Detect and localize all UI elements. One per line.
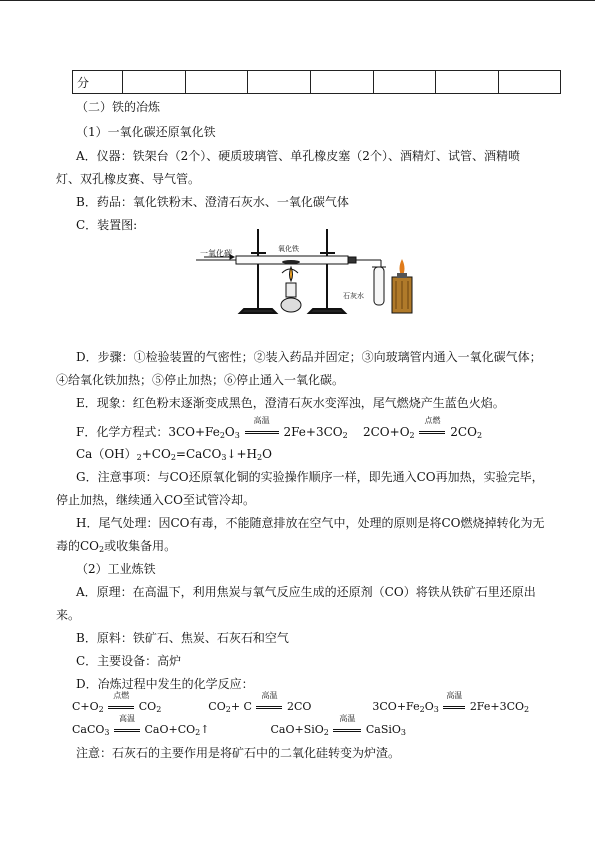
table-cell [374, 71, 436, 94]
note-line: 注意：石灰石的主要作用是将矿石中的二氧化硅转变为炉渣。 [76, 746, 401, 760]
test-tube [372, 267, 386, 305]
materials-line: B．原料：铁矿石、焦炭、石灰石和空气 [76, 631, 289, 645]
eq1-sub: 3 [234, 431, 240, 440]
table-cell [186, 71, 248, 94]
condition-high-temp: 高温 [333, 723, 361, 737]
condition-ignite: 点燃 [419, 425, 445, 439]
equation-prefix: F．化学方程式： [76, 425, 169, 439]
reactions-row-2: CaCO$_3$ 高温 $CaO+CO_2↑$ CaO+SiO$_2$ 高温 CaSiO$_3$ [72, 714, 406, 737]
apparatus-diagram [196, 225, 418, 317]
reactions-heading: D．冶炼过程中发生的化学反应： [76, 677, 254, 691]
principle-line-2: 来。 [56, 608, 81, 622]
apparatus-line-2: 灯、双孔橡皮赛、导气管。 [56, 172, 201, 186]
powder [282, 260, 300, 264]
tail-gas-line-2: 毒的$CO_2$或收集备用。 [56, 539, 177, 554]
condition-high-temp: 高温 [443, 700, 465, 714]
equipment-line: C．主要设备：高炉 [76, 654, 182, 668]
condition-high-temp: 高温 [114, 723, 140, 737]
setup-label: C．装置图: [76, 218, 138, 232]
apparatus-line-1: A．仪器：铁架台（2个）、硬质玻璃管、单孔橡皮塞（2个）、酒精灯、试管、酒精喷 [76, 149, 520, 163]
subsection-title-industrial: （2）工业炼铁 [76, 562, 156, 576]
table-cell [499, 71, 561, 94]
label-co: 一氧化碳 [200, 249, 232, 258]
page-top-border [0, 0, 595, 1]
notes-line-2: 停止加热，继续通入CO至试管冷却。 [56, 493, 256, 507]
eq1-sub: 2 [219, 431, 225, 440]
blast-lamp [392, 259, 412, 313]
eq1-left-2: O [224, 425, 235, 439]
eq2-sub: 2 [409, 431, 415, 440]
table-row [73, 71, 561, 94]
phenomenon-line: E．现象：红色粉末逐渐变成黑色，澄清石灰水变浑浊，尾气燃烧产生蓝色火焰。 [76, 396, 505, 410]
tail-gas-line-1: H．尾气处理：因CO有毒，不能随意排放在空气中，处理的原则是将CO燃烧掉转化为无 [76, 516, 545, 530]
eq2-left: 2CO+O [362, 425, 410, 439]
reactions-row-1: $C+O_2$ 点燃 $CO_2$ $CO_2+ C$ 高温 2CO $3CO+Fe_2O_3$ 高温 $2Fe+3CO_2$ [72, 691, 530, 714]
eq1-sub: 2 [342, 431, 348, 440]
eq2-right: 2CO [450, 425, 477, 439]
steps-line-1: D．步骤：①检验装置的气密性；②装入药品并固定；③向玻璃管内通入一氧化碳气体； [76, 350, 542, 364]
score-table [72, 70, 561, 94]
alcohol-lamp [281, 267, 301, 312]
steps-line-2: ④给氧化铁加热；⑤停止加热；⑥停止通入一氧化碳。 [56, 373, 345, 387]
condition-high-temp: 高温 [245, 425, 279, 439]
eq2-sub: 2 [476, 431, 483, 440]
label-fe2o3: 氧化铁 [278, 245, 299, 253]
stand-left [240, 229, 276, 313]
table-cell [123, 71, 186, 94]
notes-line-1: G．注意事项：与CO还原氧化铜的实验操作顺序一样，即先通入CO再加热，实验完毕， [76, 470, 544, 484]
subsection-title-co-reduction: （1）一氧化碳还原氧化铁 [76, 125, 216, 139]
eq1-left: 3CO+Fe [168, 425, 220, 439]
table-cell [311, 71, 374, 94]
reagents-line: B．药品：氧化铁粉末、澄清石灰水、一氧化碳气体 [76, 195, 349, 209]
equation-line [76, 416, 483, 443]
condition-high-temp: 高温 [256, 700, 282, 714]
table-cell: 分 [73, 71, 123, 94]
table-cell [248, 71, 311, 94]
limewater-equation: $Ca(OH)_2+CO_2=CaCO_3↓+H_2O$ [76, 447, 272, 462]
label-limewater: 石灰水 [343, 292, 364, 300]
principle-line-1: A．原理：在高温下，利用焦炭与氧气反应生成的还原剂（CO）将铁从铁矿石里还原出 [76, 585, 536, 599]
condition-ignite: 点燃 [108, 700, 134, 714]
section-title-iron-smelting: （二）铁的冶炼 [76, 100, 161, 114]
table-cell [436, 71, 499, 94]
stand-right [309, 229, 345, 313]
eq1-right: 2Fe+3CO [283, 425, 343, 439]
